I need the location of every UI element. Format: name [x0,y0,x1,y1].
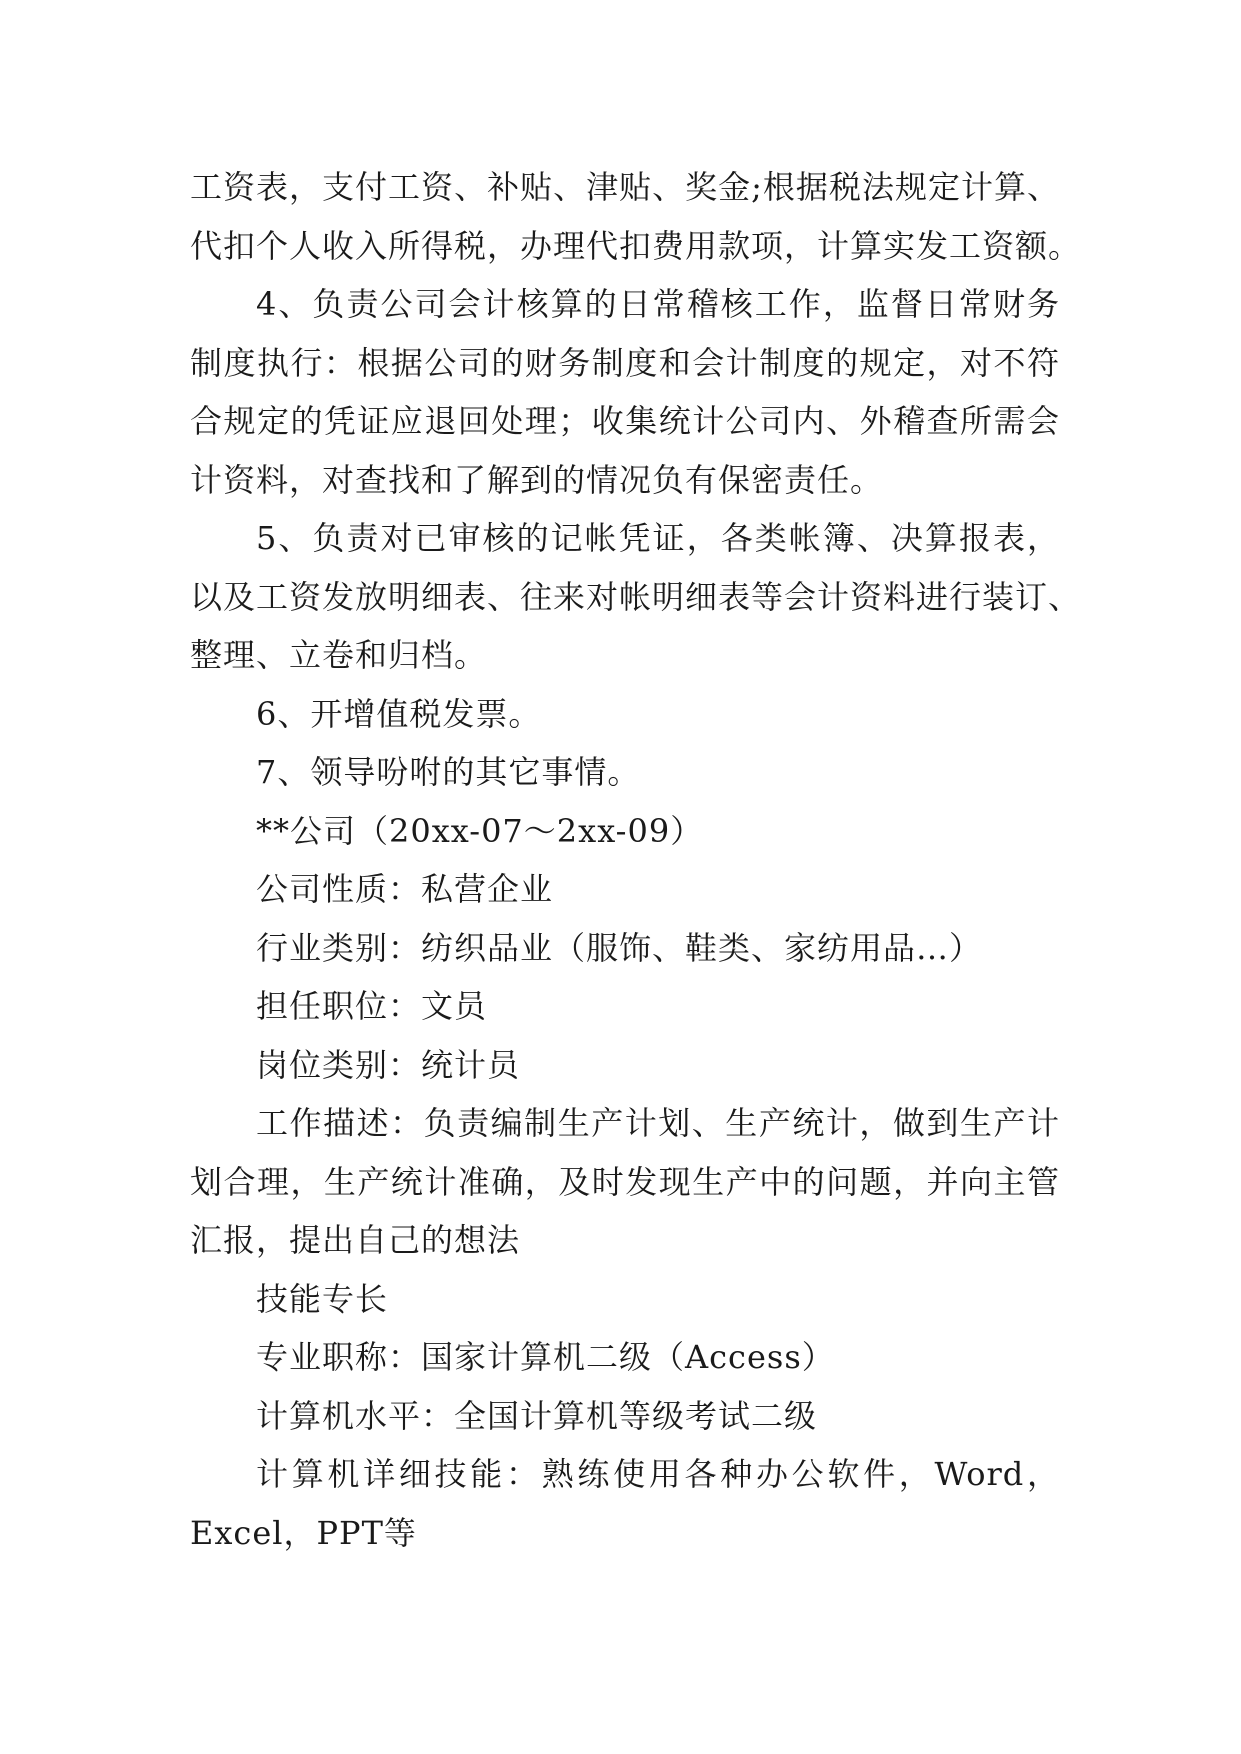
text-line: 6、开增值税发票。 [256,694,542,733]
text-line: 代扣个人收入所得税，办理代扣费用款项，计算实发工资额。 [190,226,1082,265]
text-line: 公司性质：私营企业 [256,870,554,908]
text-line: 计资料，对查找和了解到的情况负有保密责任。 [190,460,884,499]
text-line: 划合理，生产统计准确，及时发现生产中的问题，并向主管 [190,1162,1060,1201]
document-body [190,158,1082,1562]
text-line: **公司（20xx-07～2xx-09） [256,811,704,850]
text-line: 岗位类别：统计员 [256,1045,521,1084]
text-line: 4、负责公司会计核算的日常稽核工作，监督日常财务 [256,285,1060,323]
text-line: 行业类别：纺织品业（服饰、鞋类、家纺用品…） [256,928,983,967]
text-line: 计算机水平：全国计算机等级考试二级 [256,1396,818,1435]
text-line: 技能专长 [256,1279,389,1318]
text-line: 工资表，支付工资、补贴、津贴、奖金;根据税法规定计算、 [190,168,1060,206]
text-line: 制度执行：根据公司的财务制度和会计制度的规定，对不符 [190,343,1060,382]
text-line: Excel，PPT等 [190,1513,417,1552]
text-line: 担任职位：文员 [256,987,488,1025]
text-line: 专业职称：国家计算机二级（Access） [256,1338,835,1376]
text-line: 汇报，提出自己的想法 [190,1221,521,1259]
text-line: 以及工资发放明细表、往来对帐明细表等会计资料进行装订、 [190,577,1082,616]
text-line: 工作描述：负责编制生产计划、生产统计，做到生产计 [256,1104,1060,1142]
text-line: 7、领导吩咐的其它事情。 [256,753,641,791]
text-line: 5、负责对已审核的记帐凭证，各类帐簿、决算报表， [256,519,1060,557]
text-line: 计算机详细技能：熟练使用各种办公软件，Word， [256,1455,1060,1493]
text-line: 合规定的凭证应退回处理；收集统计公司内、外稽查所需会 [190,402,1060,440]
text-line: 整理、立卷和归档。 [190,636,488,674]
